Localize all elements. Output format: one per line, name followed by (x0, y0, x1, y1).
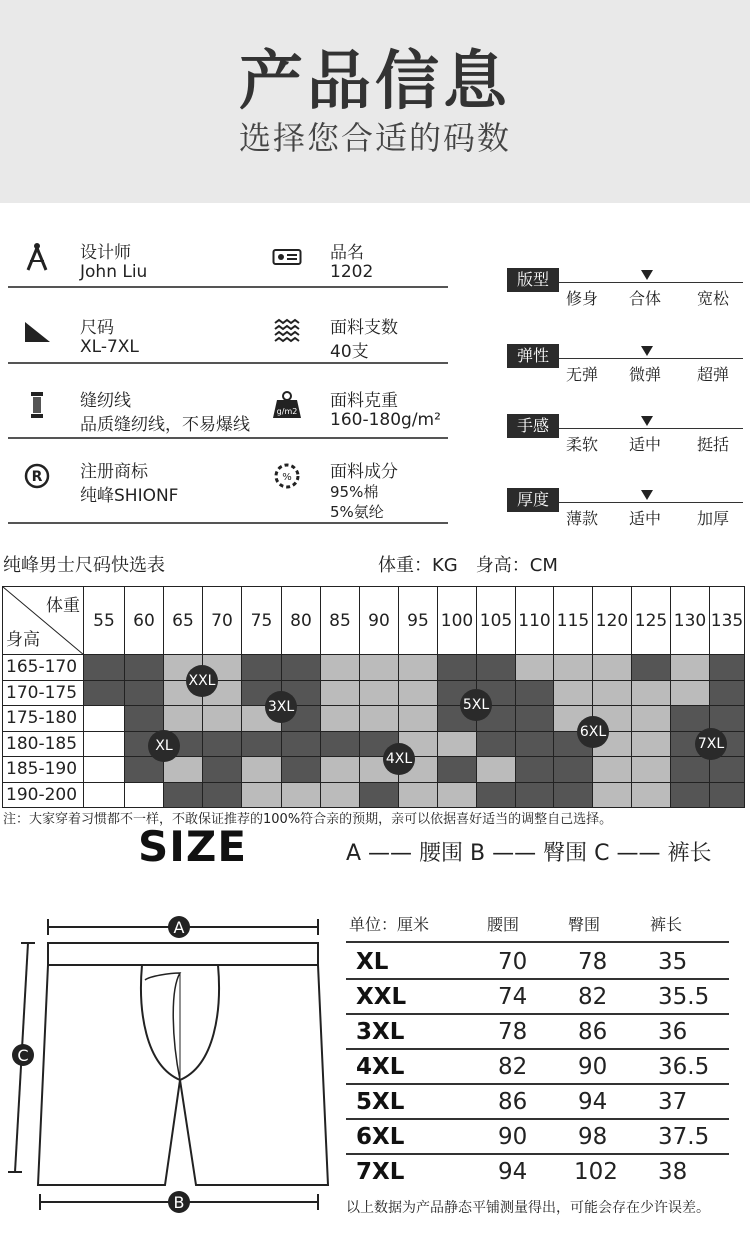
size-cell (242, 757, 282, 783)
measurement-row (346, 980, 729, 1015)
size-cell (84, 706, 125, 732)
scale-thickness-option-1: 薄款 (566, 509, 599, 528)
shorts-outline (38, 965, 328, 1185)
size-cell (399, 706, 438, 732)
size-cell (321, 757, 360, 783)
scale-thickness-option-3: 加厚 (697, 509, 730, 528)
size-cell (477, 782, 516, 808)
size-cell (554, 757, 593, 783)
weight-header-cell: 105 (477, 587, 516, 655)
designer-label: 设计师 (80, 243, 131, 263)
size-cell (477, 655, 516, 681)
size-cell (399, 680, 438, 706)
size-cell (203, 757, 242, 783)
size-cell (399, 655, 438, 681)
row-waist: 74 (498, 984, 528, 1010)
size-cell (593, 757, 632, 783)
product-name-label: 品名 (330, 243, 364, 263)
size-cell (282, 655, 321, 681)
size-cell (438, 782, 477, 808)
size-cell (516, 782, 554, 808)
product-name-value: 1202 (330, 262, 374, 282)
info-weight (272, 386, 452, 434)
height-header-cell: 165-170 (3, 655, 84, 681)
scale-elasticity-option-3: 超弹 (697, 365, 730, 384)
size-tag-badge: 7XL (695, 728, 727, 760)
size-cell (632, 655, 671, 681)
size-tag-badge: 3XL (265, 691, 297, 723)
scale-fit-option-1: 修身 (566, 289, 599, 308)
percent-icon-text: % (282, 472, 292, 483)
row-hip: 78 (578, 949, 608, 975)
length-header: 裤长 (650, 915, 683, 934)
size-cell (360, 655, 399, 681)
size-cell (84, 782, 125, 808)
thread-spool-icon (22, 390, 52, 420)
percent-circle-icon (272, 461, 302, 491)
measurement-legend: A —— 腰围 B —— 臀围 C —— 裤长 (346, 841, 712, 866)
header-divider (346, 941, 729, 943)
height-header-cell: 170-175 (3, 680, 84, 706)
registered-icon (22, 461, 52, 491)
weight-icon (272, 390, 302, 420)
size-cell (203, 731, 242, 757)
size-cell (632, 757, 671, 783)
info-thread (22, 386, 252, 434)
corner-cell (3, 587, 84, 655)
row-waist: 78 (498, 1019, 528, 1045)
weight-header-cell: 115 (554, 587, 593, 655)
size-cell (203, 782, 242, 808)
size-cell (84, 731, 125, 757)
size-cell (632, 731, 671, 757)
size-cell (632, 706, 671, 732)
size-quick-chart (2, 586, 745, 808)
measurement-row (346, 1015, 729, 1050)
yarn-value: 40支 (330, 342, 369, 362)
corner-height-label: 身高 (6, 630, 40, 650)
size-cell (125, 782, 164, 808)
row-length: 38 (658, 1159, 688, 1185)
id-card-icon (272, 242, 302, 272)
row-hip: 94 (578, 1089, 608, 1115)
weight-header-cell: 65 (164, 587, 203, 655)
size-cell (671, 757, 710, 783)
row-size: XXL (356, 984, 407, 1010)
weight-header-cell: 100 (438, 587, 477, 655)
scale-feel-option-1: 柔软 (566, 435, 599, 454)
row-waist: 90 (498, 1124, 528, 1150)
weight-header-cell: 130 (671, 587, 710, 655)
weight-header-cell: 85 (321, 587, 360, 655)
size-cell (710, 706, 745, 732)
weight-header-cell: 125 (632, 587, 671, 655)
size-cell (632, 680, 671, 706)
size-tag-badge: 6XL (577, 716, 609, 748)
row-size: 6XL (356, 1124, 405, 1150)
size-cell (710, 757, 745, 783)
designer-value: John Liu (80, 262, 148, 282)
scale-elasticity (507, 344, 743, 388)
selected-indicator-icon (641, 346, 653, 356)
mark-a-label: A (173, 918, 185, 937)
size-title: SIZE (138, 822, 248, 871)
size-cell (516, 706, 554, 732)
size-cell (477, 731, 516, 757)
corner-weight-label: 体重 (46, 596, 80, 616)
compass-icon (22, 242, 52, 272)
size-cell (360, 706, 399, 732)
size-cell (554, 680, 593, 706)
yarn-label: 面料支数 (330, 318, 398, 338)
selected-indicator-icon (641, 270, 653, 280)
size-tag-badge: 5XL (460, 689, 492, 721)
size-cell (125, 706, 164, 732)
scale-line (559, 502, 743, 503)
row-size: 3XL (356, 1019, 405, 1045)
scale-fit-label: 版型 (507, 268, 559, 292)
size-cell (477, 757, 516, 783)
selected-indicator-icon (641, 490, 653, 500)
size-cell (242, 731, 282, 757)
size-cell (438, 757, 477, 783)
info-composition (272, 457, 452, 521)
ruler-triangle-icon (22, 317, 52, 347)
row-hip: 82 (578, 984, 608, 1010)
size-cell (242, 782, 282, 808)
size-cell (321, 706, 360, 732)
size-cell (84, 680, 125, 706)
weight-header-cell: 90 (360, 587, 399, 655)
unit-header: 单位：厘米 (349, 915, 430, 934)
thread-value: 品质缝纫线，不易爆线 (80, 415, 250, 435)
weight-header-cell: 55 (84, 587, 125, 655)
size-tag-badge: XXL (186, 665, 218, 697)
scale-fit-option-2: 合体 (629, 289, 662, 308)
size-cell (554, 655, 593, 681)
size-cell (321, 782, 360, 808)
row-size: XL (356, 949, 389, 975)
size-value: XL-7XL (80, 337, 139, 357)
scale-feel-option-2: 适中 (629, 435, 662, 454)
size-cell (593, 782, 632, 808)
size-cell (554, 782, 593, 808)
size-chart-note: 注：大家穿着习惯都不一样，不敢保证推荐的100%符合亲的预期，亲可以依据喜好适当的调整自己选择。 (3, 812, 613, 827)
size-cell (516, 757, 554, 783)
scale-thickness-label: 厚度 (507, 488, 559, 512)
mark-b-label: B (173, 1193, 185, 1212)
scale-elasticity-option-1: 无弹 (566, 365, 599, 384)
size-cell (671, 655, 710, 681)
divider (8, 522, 448, 524)
row-length: 35.5 (658, 984, 710, 1010)
divider (8, 437, 448, 439)
scale-line (559, 358, 743, 359)
size-cell (321, 655, 360, 681)
info-size (22, 313, 252, 361)
row-waist: 82 (498, 1054, 528, 1080)
size-cell (125, 655, 164, 681)
size-cell (84, 757, 125, 783)
size-chart-title: 纯峰男士尺码快选表 (3, 555, 165, 576)
weight-header-cell: 120 (593, 587, 632, 655)
row-waist: 70 (498, 949, 528, 975)
size-cell (282, 782, 321, 808)
size-cell (360, 680, 399, 706)
scale-line (559, 428, 743, 429)
shorts-diagram (0, 900, 340, 1220)
scale-fit-option-3: 宽松 (697, 289, 730, 308)
size-cell (282, 731, 321, 757)
size-cell (282, 757, 321, 783)
composition-value-2: 5%氨纶 (330, 503, 384, 521)
weight-header-cell: 60 (125, 587, 164, 655)
size-cell (516, 731, 554, 757)
size-cell (242, 655, 282, 681)
info-designer (22, 238, 252, 286)
scale-feel (507, 414, 743, 458)
scale-thickness (507, 488, 743, 532)
size-cell (164, 706, 203, 732)
scale-line (559, 282, 743, 283)
size-tag-badge: XL (148, 730, 180, 762)
selected-indicator-icon (641, 416, 653, 426)
row-size: 4XL (356, 1054, 405, 1080)
row-length: 35 (658, 949, 688, 975)
size-cell (321, 731, 360, 757)
row-length: 37 (658, 1089, 688, 1115)
thread-label: 缝纫线 (80, 391, 131, 411)
weight-header-cell: 135 (710, 587, 745, 655)
size-cell (399, 782, 438, 808)
page-title: 产品信息 (239, 45, 511, 119)
size-cell (671, 782, 710, 808)
size-cell (671, 706, 710, 732)
header-banner (0, 0, 750, 203)
size-cell (125, 680, 164, 706)
mark-c-label: C (17, 1046, 29, 1065)
row-hip: 90 (578, 1054, 608, 1080)
size-cell (710, 655, 745, 681)
weight-label: 面料克重 (330, 391, 398, 411)
row-size: 7XL (356, 1159, 405, 1185)
weight-header-cell: 95 (399, 587, 438, 655)
hip-header: 臀围 (568, 915, 601, 934)
composition-label: 面料成分 (330, 462, 398, 482)
measurement-row (346, 945, 729, 980)
row-hip: 102 (574, 1159, 618, 1185)
size-cell (593, 680, 632, 706)
divider (8, 362, 448, 364)
size-cell (438, 655, 477, 681)
row-size: 5XL (356, 1089, 405, 1115)
measurement-row (346, 1085, 729, 1120)
height-header-cell: 180-185 (3, 731, 84, 757)
size-chart-units: 体重：KG 身高：CM (378, 555, 558, 576)
scale-feel-option-3: 挺括 (697, 435, 730, 454)
scale-thickness-option-2: 适中 (629, 509, 662, 528)
size-cell (164, 782, 203, 808)
row-length: 36.5 (658, 1054, 710, 1080)
scale-elasticity-option-2: 微弹 (629, 365, 662, 384)
trademark-value: 纯峰SHIONF (80, 486, 179, 506)
height-header-cell: 175-180 (3, 706, 84, 732)
page-subtitle: 选择您合适的码数 (238, 119, 511, 157)
info-yarn (272, 313, 452, 361)
scale-elasticity-label: 弹性 (507, 344, 559, 368)
size-cell (710, 782, 745, 808)
trademark-label: 注册商标 (80, 462, 148, 482)
fabric-texture-icon (272, 317, 302, 347)
info-trademark (22, 457, 252, 505)
size-cell (593, 655, 632, 681)
info-product-name (272, 238, 452, 286)
size-cell (516, 680, 554, 706)
row-hip: 86 (578, 1019, 608, 1045)
weight-header-cell: 110 (516, 587, 554, 655)
svg-text:R: R (31, 469, 43, 485)
size-cell (632, 782, 671, 808)
measurement-row (346, 1120, 729, 1155)
weight-icon-text: g/m2 (276, 407, 298, 416)
height-header-cell: 185-190 (3, 757, 84, 783)
row-waist: 94 (498, 1159, 528, 1185)
height-header-cell: 190-200 (3, 782, 84, 808)
weight-header-cell: 75 (242, 587, 282, 655)
divider (8, 286, 448, 288)
size-cell (438, 731, 477, 757)
size-cell (710, 680, 745, 706)
measurement-note: 以上数据为产品静态平铺测量得出，可能会存在少许误差。 (346, 1200, 710, 1216)
size-tag-badge: 4XL (383, 743, 415, 775)
composition-value-1: 95%棉 (330, 483, 379, 501)
scale-fit (507, 268, 743, 312)
row-length: 37.5 (658, 1124, 710, 1150)
row-length: 36 (658, 1019, 688, 1045)
size-cell (671, 680, 710, 706)
weight-header-cell: 80 (282, 587, 321, 655)
row-waist: 86 (498, 1089, 528, 1115)
size-cell (516, 655, 554, 681)
waist-header: 腰围 (487, 915, 520, 934)
row-hip: 98 (578, 1124, 608, 1150)
size-cell (321, 680, 360, 706)
size-label: 尺码 (80, 318, 114, 338)
size-cell (203, 706, 242, 732)
size-cell (360, 782, 399, 808)
measurement-row (346, 1155, 729, 1190)
weight-value: 160-180g/m² (330, 410, 441, 430)
measurement-row (346, 1050, 729, 1085)
scale-feel-label: 手感 (507, 414, 559, 438)
waistband (48, 943, 318, 965)
size-cell (84, 655, 125, 681)
weight-header-cell: 70 (203, 587, 242, 655)
